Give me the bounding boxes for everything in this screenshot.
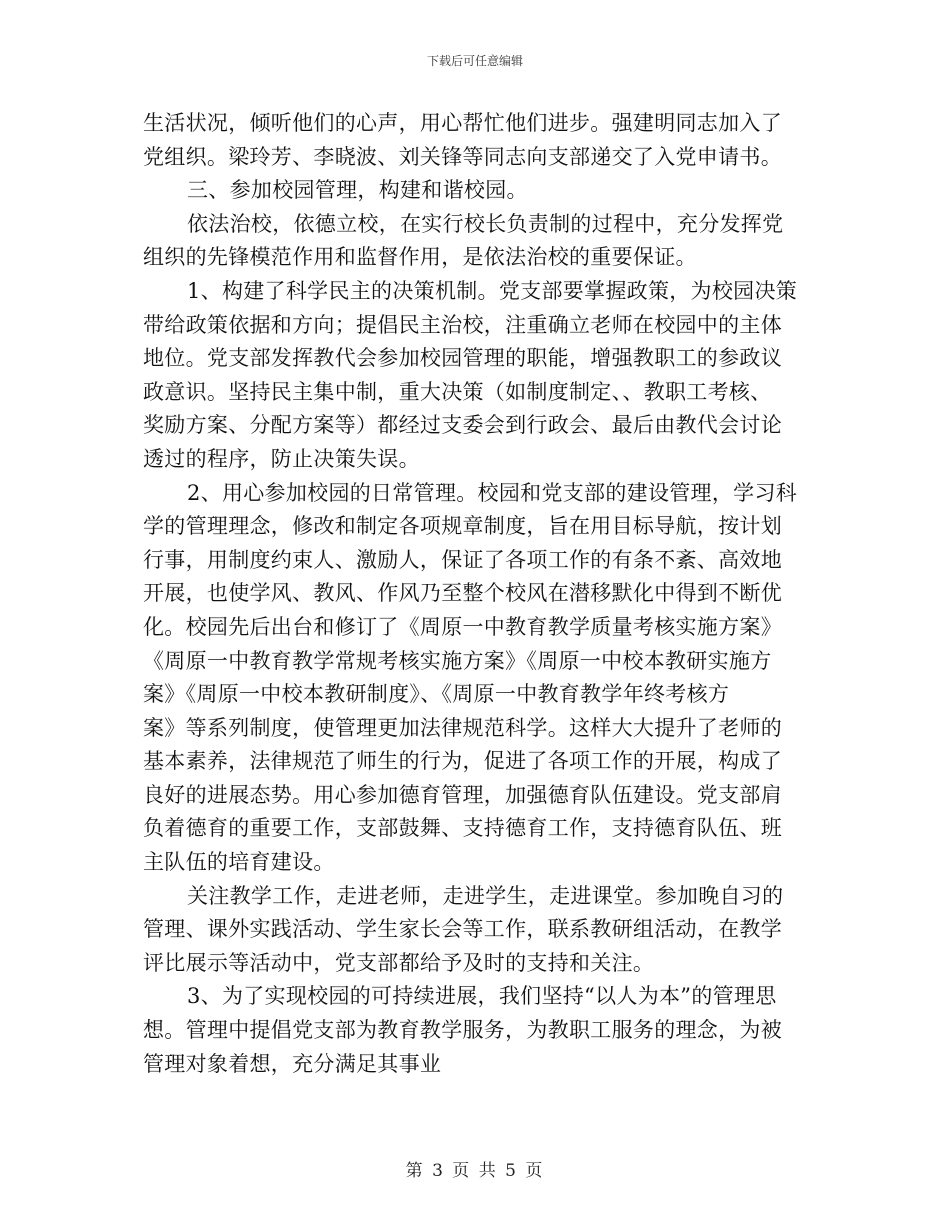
text-line: 地位。党支部发挥教代会参加校园管理的职能，增强教职工的参政议	[143, 346, 782, 371]
page-footer: 第 3 页 共 5 页	[405, 1161, 545, 1181]
text-line: 带给政策依据和方向；提倡民主治校，注重确立老师在校园中的主体	[143, 312, 782, 337]
text-line: 政意识。坚持民主集中制，重大决策（如制度制定、、教职工考核、	[143, 379, 772, 404]
text-line: 想。管理中提倡党支部为教育教学服务，为教职工服务的理念，为被	[143, 1018, 782, 1043]
text-line: 良好的进展态势。用心参加德育管理，加强德育队伍建设。党支部肩	[143, 782, 782, 807]
page-header: 下载后可任意编辑	[426, 54, 523, 68]
text-line: 管理对象着想，充分满足其事业	[143, 1051, 442, 1076]
text-line: 2、用心参加校园的日常管理。校园和党支部的建设管理，学习科	[187, 480, 798, 505]
text-line: 1、构建了科学民主的决策机制。党支部要掌握政策，为校园决策	[187, 278, 798, 303]
text-line: 关注教学工作，走进老师，走进学生，走进课堂。参加晚自习的	[187, 883, 784, 908]
text-line: 基本素养，法律规范了师生的行为，促进了各项工作的开展，构成了	[143, 749, 782, 774]
text-line: 主队伍的培育建设。	[143, 850, 335, 875]
text-line: 组织的先锋模范作用和监督作用，是依法治校的重要保证。	[143, 245, 697, 270]
text-line: 学的管理理念，修改和制定各项规章制度，旨在用目标导航，按计划	[143, 514, 782, 539]
text-line: 三、参加校园管理，构建和谐校园。	[187, 178, 528, 203]
text-line: 案》等系列制度，使管理更加法律规范科学。这样大大提升了老师的	[143, 715, 782, 740]
text-line: 奖励方案、分配方案等）都经过支委会到行政会、最后由教代会讨论	[143, 413, 782, 438]
text-line: 案》《周原一中校本教研制度》、《周原一中教育教学年终考核方	[143, 682, 730, 707]
text-line: 化。校园先后出台和修订了《周原一中教育教学质量考核实施方案》	[143, 614, 782, 639]
text-line: 生活状况，倾听他们的心声，用心帮忙他们进步。强建明同志加入了	[143, 111, 782, 135]
text-line: 3、为了实现校园的可持续进展，我们坚持“以人为本”的管理思	[187, 984, 777, 1009]
text-line: 负着德育的重要工作，支部鼓舞、支持德育工作，支持德育队伍、班	[143, 816, 782, 841]
document-body	[143, 107, 813, 1081]
text-line: 依法治校，依德立校，在实行校长负责制的过程中，充分发挥党	[187, 211, 784, 236]
text-line: 行事，用制度约束人、激励人，保证了各项工作的有条不紊、高效地	[143, 547, 782, 572]
text-line: 管理、课外实践活动、学生家长会等工作，联系教研组活动，在教学	[143, 917, 782, 942]
text-line: 《周原一中教育教学常规考核实施方案》《周原一中校本教研实施方	[143, 648, 772, 673]
text-line: 党组织。梁玲芳、李晓波、刘关锋等同志向支部递交了入党申请书。	[143, 144, 782, 169]
text-line: 透过的程序，防止决策失误。	[143, 446, 420, 471]
text-line: 评比展示等活动中，党支部都给予及时的支持和关注。	[143, 950, 655, 975]
text-line: 开展，也使学风、教风、作风乃至整个校风在潜移默化中得到不断优	[143, 581, 782, 606]
